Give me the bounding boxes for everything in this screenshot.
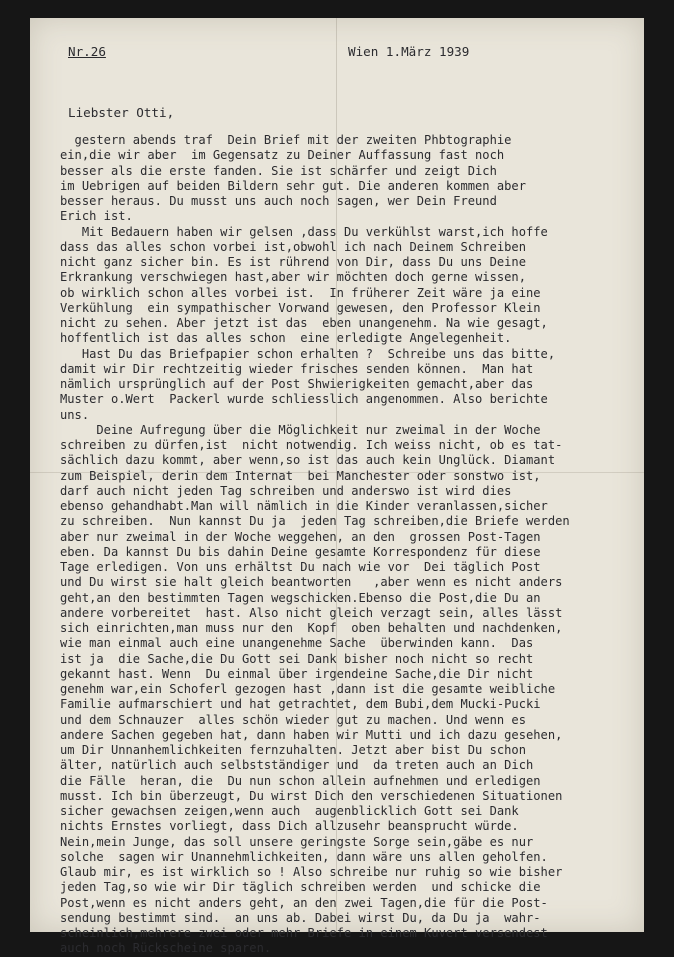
letter-line: geht,an den bestimmten Tagen wegschicken.Ebenso die Post,die Du an <box>60 590 541 605</box>
letter-line: Erich ist. <box>60 209 133 224</box>
letter-line: musst. Ich bin überzeugt, Du wirst Dich den verschiedenen Situationen <box>60 788 563 803</box>
letter-line: sich einrichten,man muss nur den Kopf oben behalten und nachdenken, <box>60 621 563 635</box>
letter-line: ein,die wir aber im Gegensatz zu Deiner Auffassung fast noch <box>60 148 505 163</box>
letter-line: zum Beispiel, derin dem Internat bei Manchester oder sonstwo ist, <box>60 468 541 483</box>
letter-line: damit wir Dir rechtzeitig wieder frisches senden können. Man hat <box>60 361 534 376</box>
letter-line: um Dir Unnanhemlichkeiten fernzuhalten. Jetzt aber bist Du schon <box>60 743 526 757</box>
letter-line: jeden Tag,so wie wir Dir täglich schreiben werden und schicke die <box>60 880 541 895</box>
letter-line: gestern abends traf Dein Brief mit der zweiten Phbtographie <box>60 133 512 147</box>
letter-line: ob wirklich schon alles vorbei ist. In früherer Zeit wäre ja eine <box>60 285 541 300</box>
letter-line: uns. <box>60 407 90 422</box>
letter-line: die Fälle heran, die Du nun schon allein aufnehmen und erledigen <box>60 773 541 788</box>
letter-line: Post,wenn es nicht anders geht, an den zwei Tagen,die für die Post- <box>60 895 548 910</box>
letter-line: Glaub mir, es ist wirklich so ! Also schreibe nur ruhig so wie bisher <box>60 865 563 879</box>
letter-line: im Uebrigen auf beiden Bildern sehr gut. Die anderen kommen aber <box>60 178 526 193</box>
letter-line: nichts Ernstes vorliegt, dass Dich allzusehr beansprucht würde. <box>60 819 519 834</box>
letter-line: dass das alles schon vorbei ist,obwohl ich nach Deinem Schreiben <box>60 239 526 254</box>
letter-line: Muster o.Wert Packerl wurde schliesslich angenommen. Also berichte <box>60 392 548 407</box>
letter-line: sicher gewachsen zeigen,wenn auch augenblicklich Gott sei Dank <box>60 804 519 818</box>
letter-line: eben. Da kannst Du bis dahin Deine gesamte Korrespondenz für diese <box>60 544 541 559</box>
letter-line: andere Sachen gegeben hat, dann haben wir Mutti und ich dazu gesehen, <box>60 727 563 742</box>
letter-line: auch noch Rückscheine sparen. <box>60 941 272 956</box>
letter-line: Familie aufmarschiert und hat getrachtet, dem Bubi,dem Mucki-Pucki <box>60 697 541 712</box>
letter-line: besser heraus. Du musst uns auch noch sagen, wer Dein Freund <box>60 194 497 208</box>
letter-line: hoffentlich ist das alles schon eine erledigte Angelegenheit. <box>60 331 512 346</box>
letter-line: Hast Du das Briefpapier schon erhalten ? Schreibe uns das bitte, <box>60 346 556 361</box>
letter-line: solche sagen wir Unannehmlichkeiten, dann wäre uns allen geholfen. <box>60 849 548 864</box>
letter-line: ebenso gehandhabt.Man will nämlich in die Kinder veranlassen,sicher <box>60 499 548 513</box>
letter-line: Erkrankung verschwiegen hast,aber wir möchten doch gerne wissen, <box>60 270 526 285</box>
letter-line: scheinlich,mehrere zwei oder mehr Briefe in einem Kuvert versendest <box>60 926 548 940</box>
letter-line: Tage erledigen. Von uns erhältst Du nach wie vor Dei täglich Post <box>60 560 541 574</box>
letter-line: sächlich dazu kommt, aber wenn,so ist das auch kein Unglück. Diamant <box>60 453 556 468</box>
letter-line: nämlich ursprünglich auf der Post Shwierigkeiten gemacht,aber das <box>60 377 534 391</box>
letter-line: genehm war,ein Schoferl gezogen hast ,dann ist die gesamte weibliche <box>60 682 556 696</box>
letter-line: nicht ganz sicher bin. Es ist rührend von Dir, dass Du uns Deine <box>60 255 526 269</box>
letter-number: Nr.26 <box>68 44 106 59</box>
letter-line: ist ja die Sache,die Du Gott sei Dank bisher noch nicht so recht <box>60 651 534 666</box>
letter-line: wie man einmal auch eine unangenehme Sache überwinden kann. Das <box>60 636 534 651</box>
letter-line: aber nur zweimal in der Woche weggehen, an den grossen Post-Tagen <box>60 529 541 544</box>
letter-line: schreiben zu dürfen,ist nicht notwendig. Ich weiss nicht, ob es tat- <box>60 438 563 452</box>
salutation: Liebster Otti, <box>68 105 175 120</box>
letter-line: gekannt hast. Wenn Du einmal über irgendeine Sache,die Dir nicht <box>60 666 534 681</box>
letter-line: darf auch nicht jeden Tag schreiben und anderswo ist wird dies <box>60 483 512 498</box>
letter-line: nicht zu sehen. Aber jetzt ist das eben unangenehm. Na wie gesagt, <box>60 316 548 330</box>
letter-line: zu schreiben. Nun kannst Du ja jeden Tag schreiben,die Briefe werden <box>60 514 570 529</box>
letter-line: Verkühlung ein sympathischer Vorwand gewesen, den Professor Klein <box>60 300 541 315</box>
letter-line: sendung bestimmt sind. an uns ab. Dabei wirst Du, da Du ja wahr- <box>60 910 541 925</box>
letter-header <box>68 44 634 64</box>
letter-line: älter, natürlich auch selbstständiger und da treten auch an Dich <box>60 758 534 773</box>
letter-line: Mit Bedauern haben wir gelsen ,dass Du verkühlst warst,ich hoffe <box>60 224 548 239</box>
letter-line: besser als die erste fanden. Sie ist schärfer und zeigt Dich <box>60 163 497 178</box>
letter-line: und dem Schnauzer alles schön wieder gut zu machen. Und wenn es <box>60 712 526 727</box>
letter-line: Nein,mein Junge, das soll unsere geringste Sorge sein,gäbe es nur <box>60 834 534 849</box>
letter-line: Deine Aufregung über die Möglichkeit nur zweimal in der Woche <box>60 422 541 437</box>
letter-date: Wien 1.März 1939 <box>348 44 470 59</box>
letter-body <box>60 133 620 957</box>
letter-line: andere vorbereitet hast. Also nicht gleich verzagt sein, alles lässt <box>60 605 563 620</box>
letter-line: und Du wirst sie halt gleich beantworten ,aber wenn es nicht anders <box>60 575 563 590</box>
